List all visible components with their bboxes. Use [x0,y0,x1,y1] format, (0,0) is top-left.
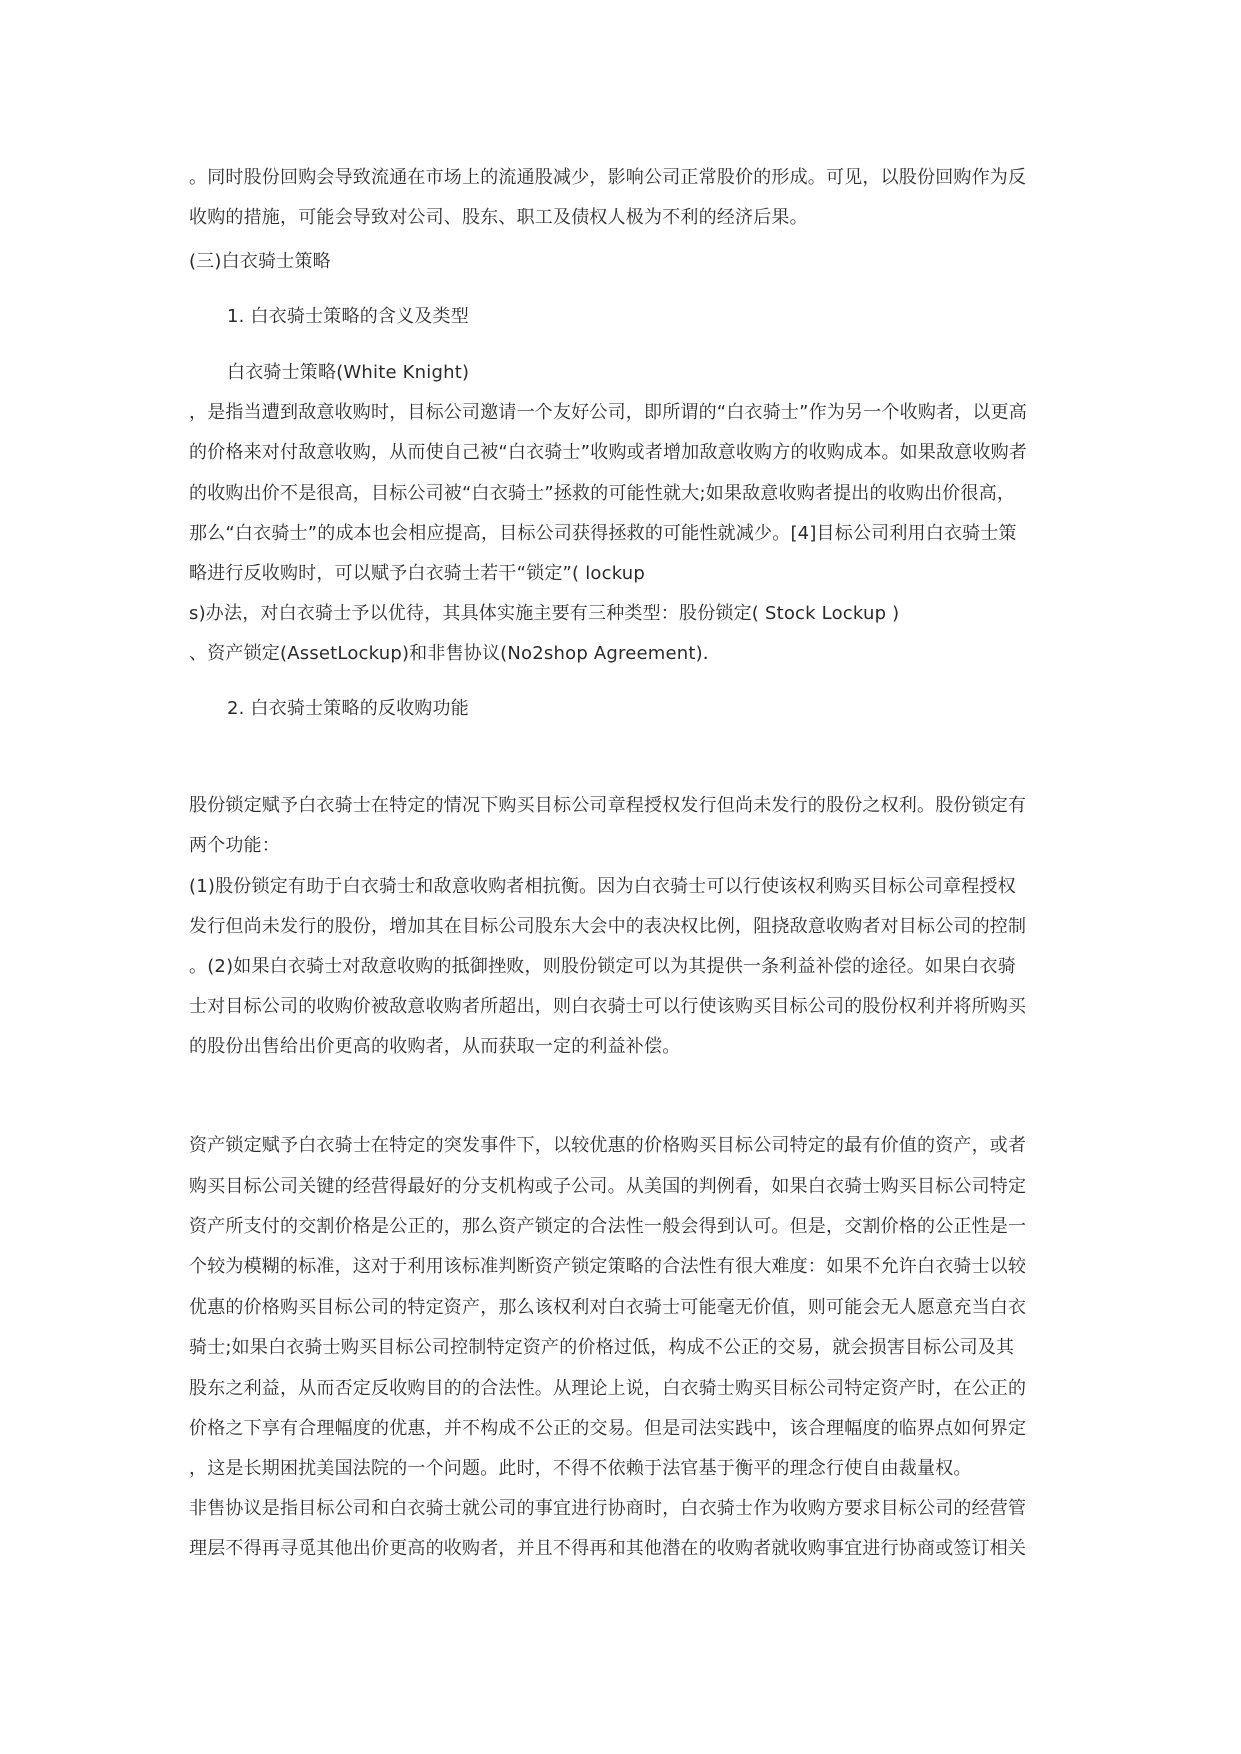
text-line: 资产锁定赋予白衣骑士在特定的突发事件下，以较优惠的价格购买目标公司特定的最有价值的资产，或者 [189,1135,1027,1156]
text-line: 两个功能： [189,835,280,856]
text-line: 白衣骑士策略(White Knight) [227,362,470,383]
text-line: 。(2)如果白衣骑士对敌意收购的抵御挫败，则股份锁定可以为其提供一条利益补偿的途径。如果白衣骑 [189,956,1016,977]
text-line: 那么“白衣骑士”的成本也会相应提高，目标公司获得拯救的可能性就减少。[4]目标公司利用白衣骑士策 [189,523,1017,544]
text-line: 个较为模糊的标准，这对于利用该标准判断资产锁定策略的合法性有很大难度：如果不允许白衣骑士以较 [189,1256,1027,1277]
text-line: 的价格来对付敌意收购，从而使自己被“白衣骑士”收购或者增加敌意收购方的收购成本。如果敌意收购者 [189,442,1028,463]
text-line: 收购的措施，可能会导致对公司、股东、职工及债权人极为不利的经济后果。 [189,207,808,228]
text-line: 股份锁定赋予白衣骑士在特定的情况下购买目标公司章程授权发行但尚未发行的股份之权利。股份锁定有 [189,795,1027,816]
text-line: 优惠的价格购买目标公司的特定资产，那么该权利对白衣骑士可能毫无价值，则可能会无人愿意充当白衣 [189,1297,1027,1318]
subsection-heading: 1. 白衣骑士策略的含义及类型 [227,306,469,327]
text-line: 理层不得再寻觅其他出价更高的收购者，并且不得再和其他潜在的收购者就收购事宜进行协商或签订相关 [189,1538,1027,1559]
text-line: 的股份出售给出价更高的收购者，从而获取一定的利益补偿。 [189,1036,681,1057]
text-line: 发行但尚未发行的股份，增加其在目标公司股东大会中的表决权比例，阻挠敌意收购者对目标公司的控制 [189,916,1027,937]
section-heading: (三)白衣骑士策略 [189,251,331,272]
text-line: 价格之下享有合理幅度的优惠，并不构成不公正的交易。但是司法实践中，该合理幅度的临界点如何界定 [189,1418,1027,1439]
text-line: ，是指当遭到敌意收购时，目标公司邀请一个友好公司，即所谓的“白衣骑士”作为另一个收购者，以更高 [189,402,1028,423]
text-line: 资产所支付的交割价格是公正的，那么资产锁定的合法性一般会得到认可。但是，交割价格的公正性是一 [189,1216,1027,1237]
text-line: 。同时股份回购会导致流通在市场上的流通股减少，影响公司正常股价的形成。可见，以股份回购作为反 [189,167,1027,188]
subsection-heading: 2. 白衣骑士策略的反收购功能 [227,698,469,719]
text-line: ，这是长期困扰美国法院的一个问题。此时，不得不依赖于法官基于衡平的理念行使自由裁量权。 [189,1458,972,1479]
text-line: 股东之利益，从而否定反收购目的的合法性。从理论上说，白衣骑士购买目标公司特定资产时，在公正的 [189,1378,1027,1399]
text-line: s)办法，对白衣骑士予以优待，其具体实施主要有三种类型：股份锁定( Stock Lockup ) [189,603,900,624]
text-line: 购买目标公司关键的经营得最好的分支机构或子公司。从美国的判例看，如果白衣骑士购买目标公司特定 [189,1176,1027,1197]
text-line: 骑士;如果白衣骑士购买目标公司控制特定资产的价格过低，构成不公正的交易，就会损害目标公司及其 [189,1337,1015,1358]
text-line: (1)股份锁定有助于白衣骑士和敌意收购者相抗衡。因为白衣骑士可以行使该权利购买目标公司章程授权 [189,876,1016,897]
text-line: 略进行反收购时，可以赋予白衣骑士若干“锁定”( lockup [189,563,646,584]
text-line: 士对目标公司的收购价被敌意收购者所超出，则白衣骑士可以行使该购买目标公司的股份权利并将所购买 [189,996,1027,1017]
text-line: 的收购出价不是很高，目标公司被“白衣骑士”拯救的可能性就大;如果敌意收购者提出的收购出价很高， [189,483,1016,504]
text-line: 非售协议是指目标公司和白衣骑士就公司的事宜进行协商时，白衣骑士作为收购方要求目标公司的经营管 [189,1498,1027,1519]
text-line: 、资产锁定(AssetLockup)和非售协议(No2shop Agreement)． [189,643,722,664]
